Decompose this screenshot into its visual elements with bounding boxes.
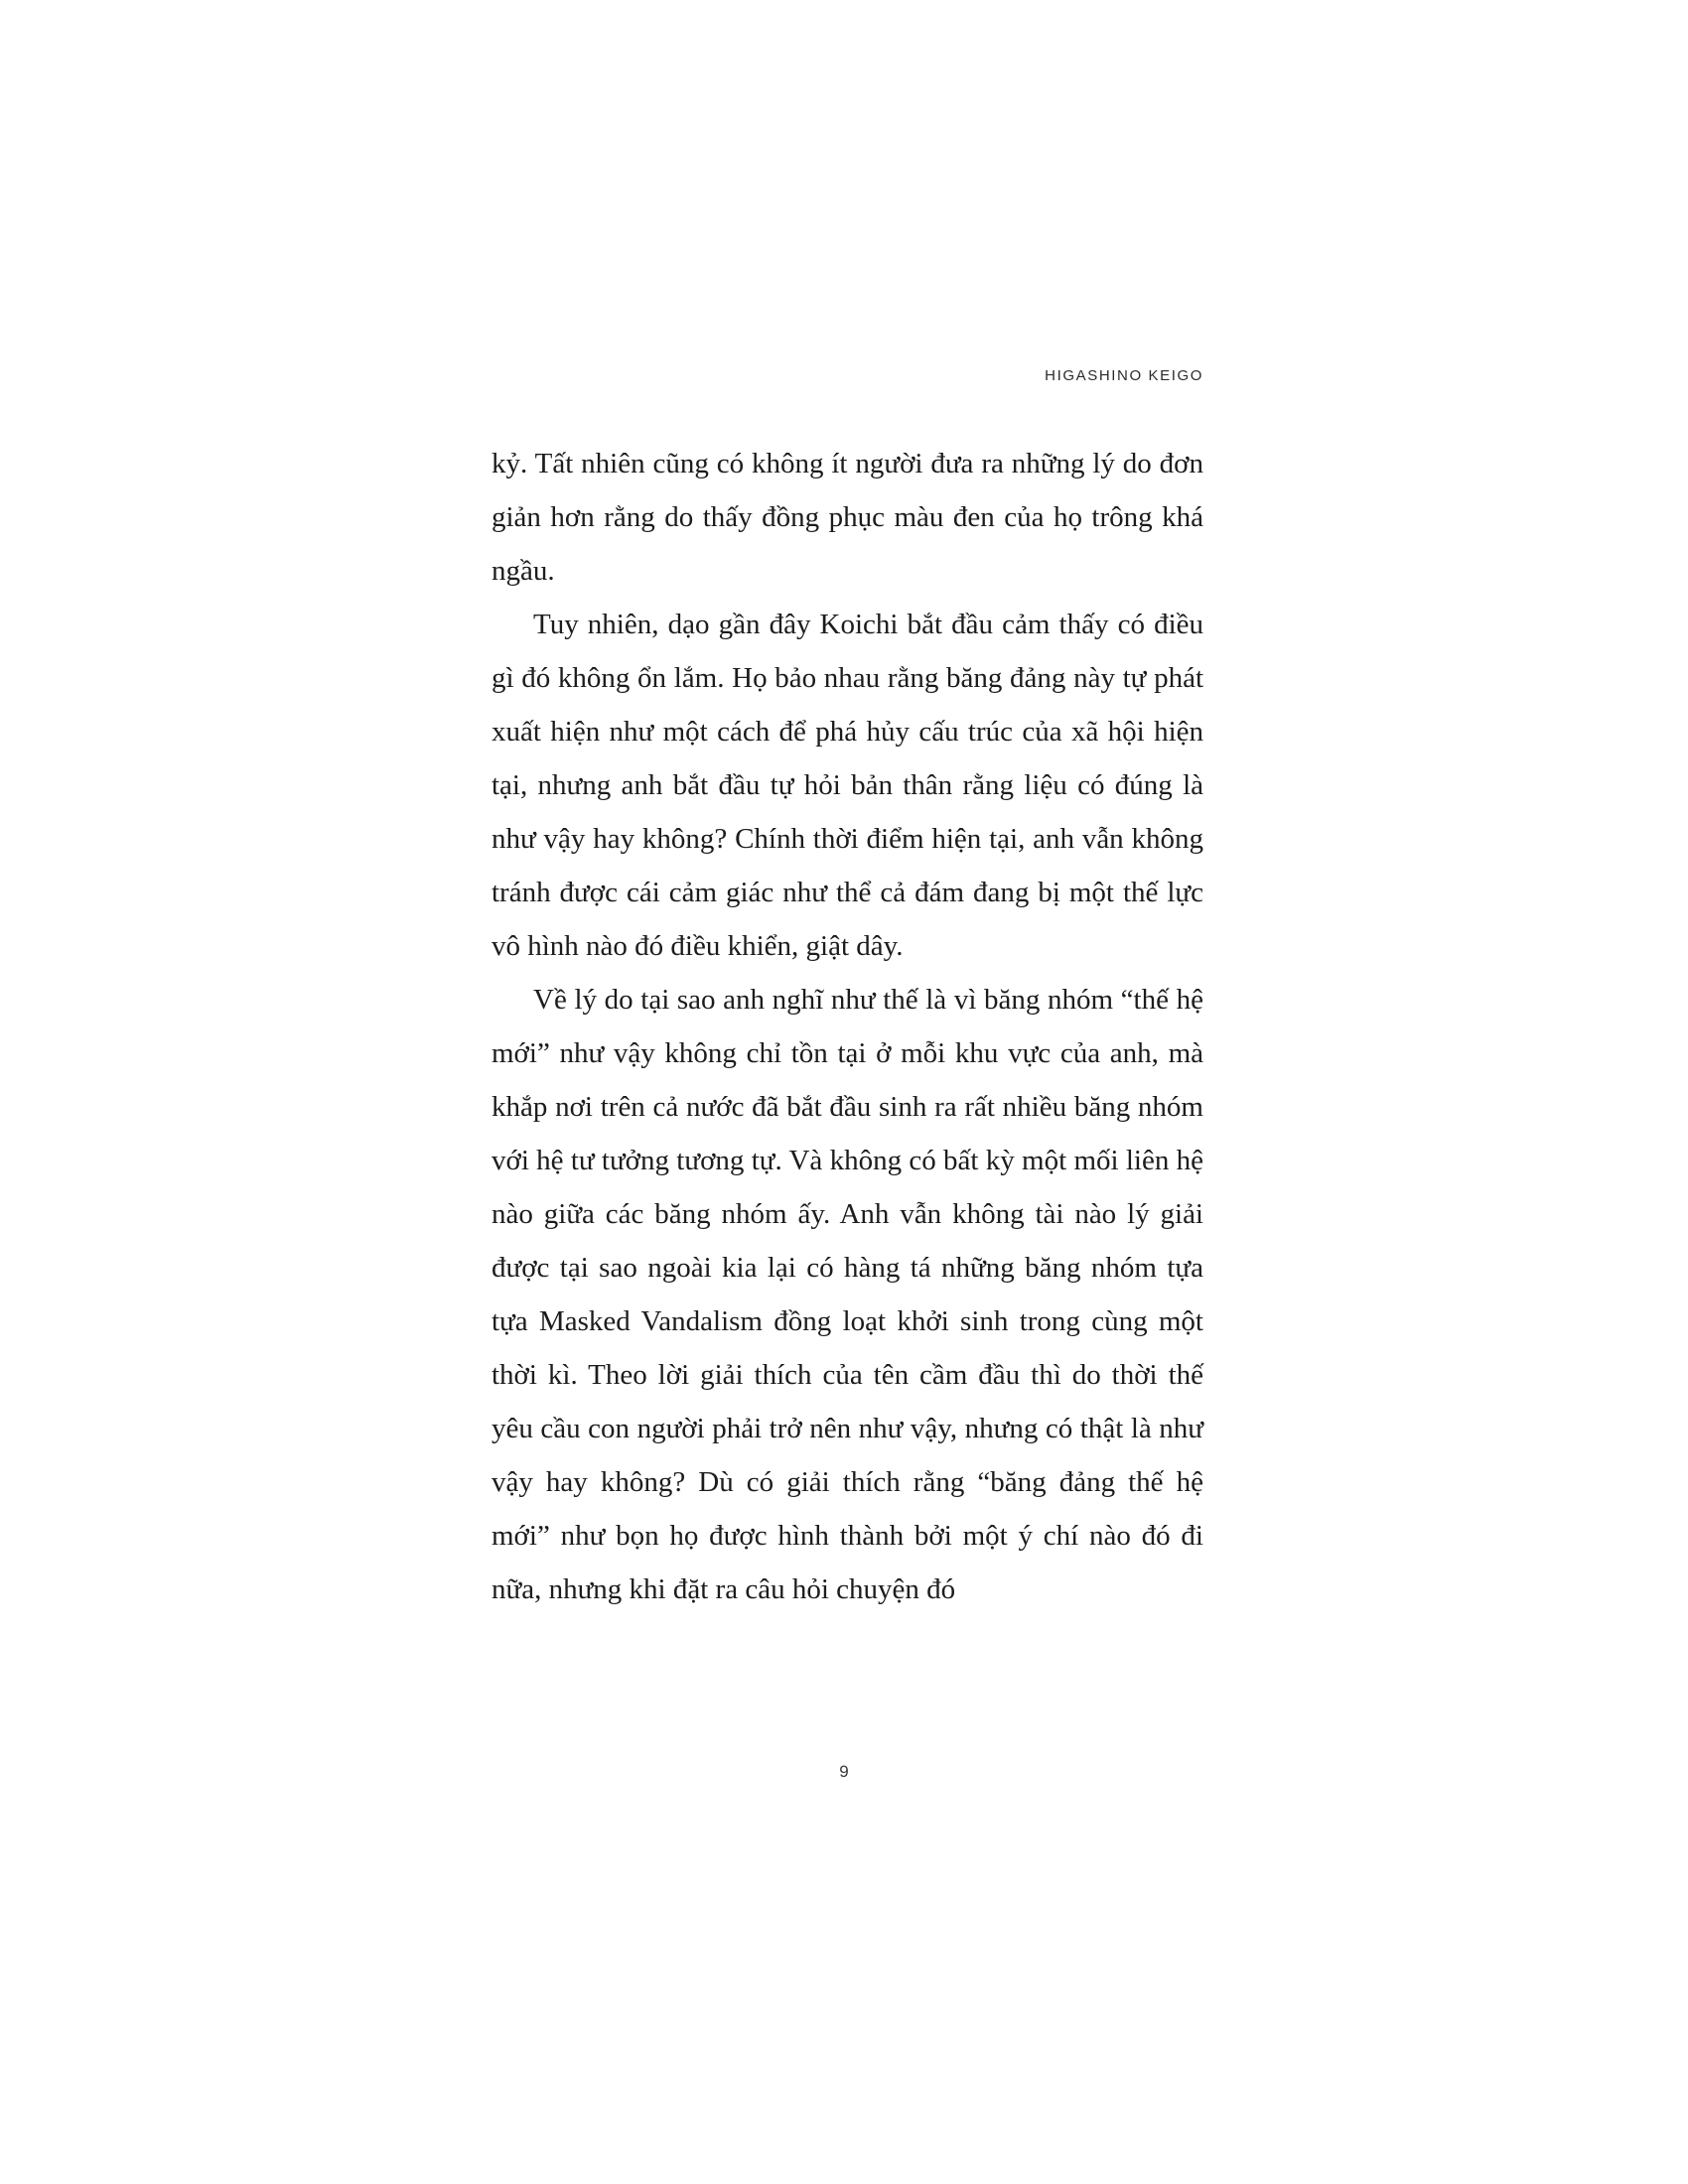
body-text: [492, 437, 1203, 1616]
page-number: 9: [839, 1762, 849, 1781]
paragraph: kỷ. Tất nhiên cũng có không ít người đưa ra những lý do đơn giản hơn rằng do thấy đồng phục màu đen của họ trông khá ngầu.: [492, 448, 1203, 587]
paragraph: Về lý do tại sao anh nghĩ như thế là vì băng nhóm “thế hệ mới” như vậy không chỉ tồn tại ở mỗi khu vực của anh, mà khắp nơi trên cả nước đã bắt đầu sinh ra rất nhiều băng nhóm với hệ tư tưởng tương tự. Và không có bất kỳ một mối liên hệ nào giữa các băng nhóm ấy. Anh vẫn không tài nào lý giải được tại sao ngoài kia lại có hàng tá những băng nhóm tựa tựa Masked Vandalism đồng loạt khởi sinh trong cùng một thời kì. Theo lời giải thích của tên cầm đầu thì do thời thế yêu cầu con người phải trở nên như vậy, nhưng có thật là như vậy hay không? Dù có giải thích rằng “băng đảng thế hệ mới” như bọn họ được hình thành bởi một ý chí nào đó đi nữa, nhưng khi đặt ra câu hỏi chuyện đó: [492, 984, 1203, 1605]
paragraph: Tuy nhiên, dạo gần đây Koichi bắt đầu cảm thấy có điều gì đó không ổn lắm. Họ bảo nhau rằng băng đảng này tự phát xuất hiện như một cách để phá hủy cấu trúc của xã hội hiện tại, nhưng anh bắt đầu tự hỏi bản thân rằng liệu có đúng là như vậy hay không? Chính thời điểm hiện tại, anh vẫn không tránh được cái cảm giác như thể cả đám đang bị một thế lực vô hình nào đó điều khiển, giật dây.: [492, 609, 1203, 962]
running-head: HIGASHINO KEIGO: [1045, 367, 1203, 384]
